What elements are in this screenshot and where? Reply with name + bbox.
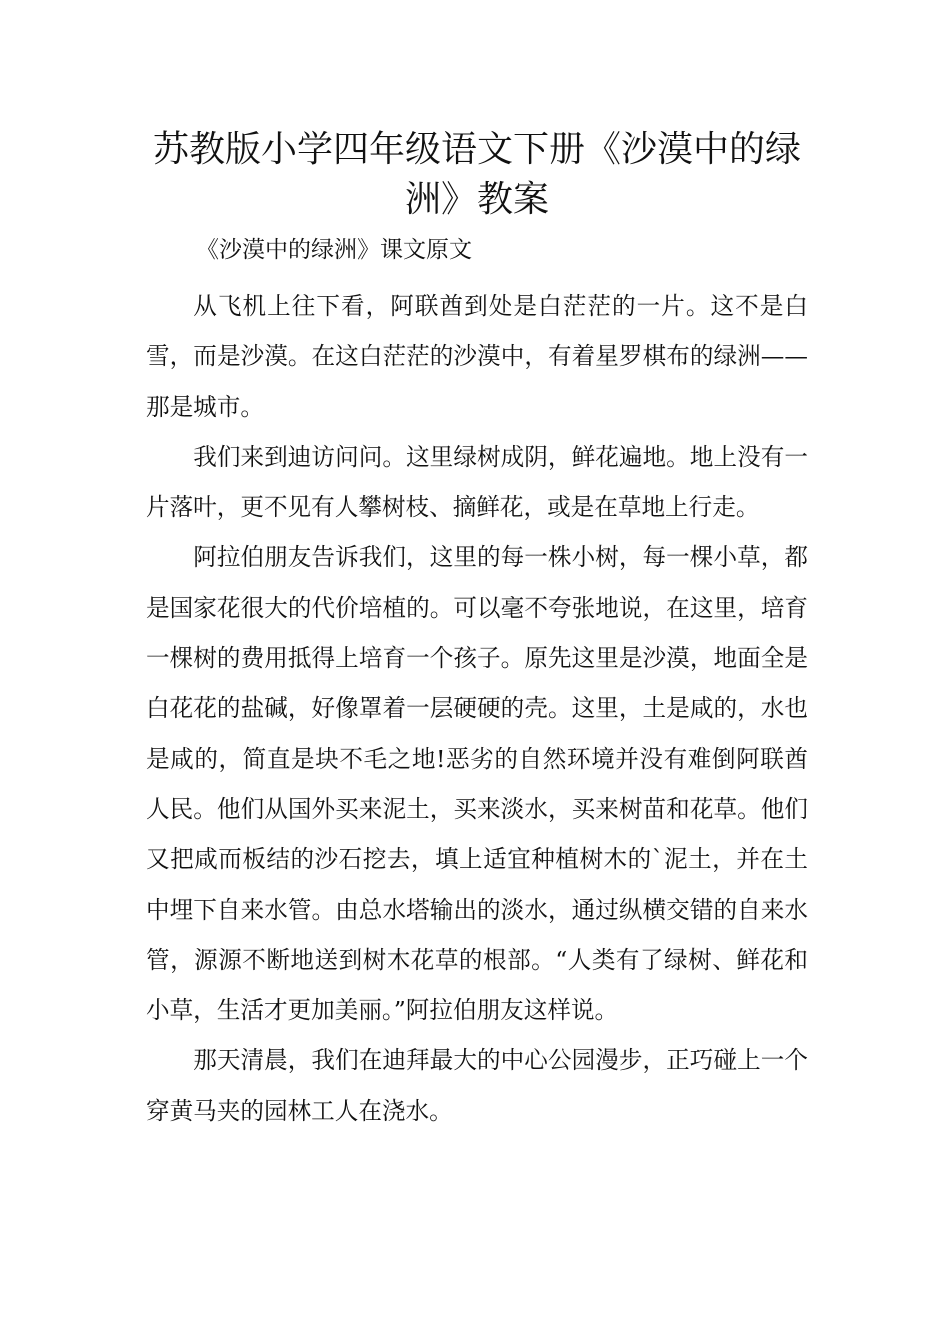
paragraph-4: 那天清晨，我们在迪拜最大的中心公园漫步，正巧碰上一个穿黄马夹的园林工人在浇水。 (146, 1046, 808, 1125)
paragraph-1: 从飞机上往下看，阿联酋到处是白茫茫的一片。这不是白雪，而是沙漠。在这白茫茫的沙漠中，有着星罗棋布的绿洲——那是城市。 (146, 292, 808, 421)
document-subtitle: 《沙漠中的绿洲》课文原文 (196, 237, 472, 263)
document-title: 苏教版小学四年级语文下册《沙漠中的绿洲》教案 (152, 129, 801, 220)
document-page (146, 125, 808, 1136)
paragraph-3: 阿拉伯朋友告诉我们，这里的每一株小树，每一棵小草，都是国家花很大的代价培植的。可以毫不夸张地说，在这里，培育一棵树的费用抵得上培育一个孩子。原先这里是沙漠，地面全是白花花的盐碱，好像罩着一层硬硬的壳。这里，土是咸的，水也是咸的，简直是块不毛之地!恶劣的自然环境并没有难倒阿联酋人民。他们从国外买来泥土，买来淡水，买来树苗和花草。他们又把咸而板结的沙石挖去，填上适宜种植树木的`泥土，并在土中埋下自来水管。由总水塔输出的淡水，通过纵横交错的自来水管，源源不断地送到树木花草的根部。“人类有了绿树、鲜花和小草，生活才更加美丽。”阿拉伯朋友这样说。 (146, 543, 808, 1025)
paragraph-2: 我们来到迪访问问。这里绿树成阴，鲜花遍地。地上没有一片落叶，更不见有人攀树枝、摘鲜花，或是在草地上行走。 (146, 442, 808, 522)
